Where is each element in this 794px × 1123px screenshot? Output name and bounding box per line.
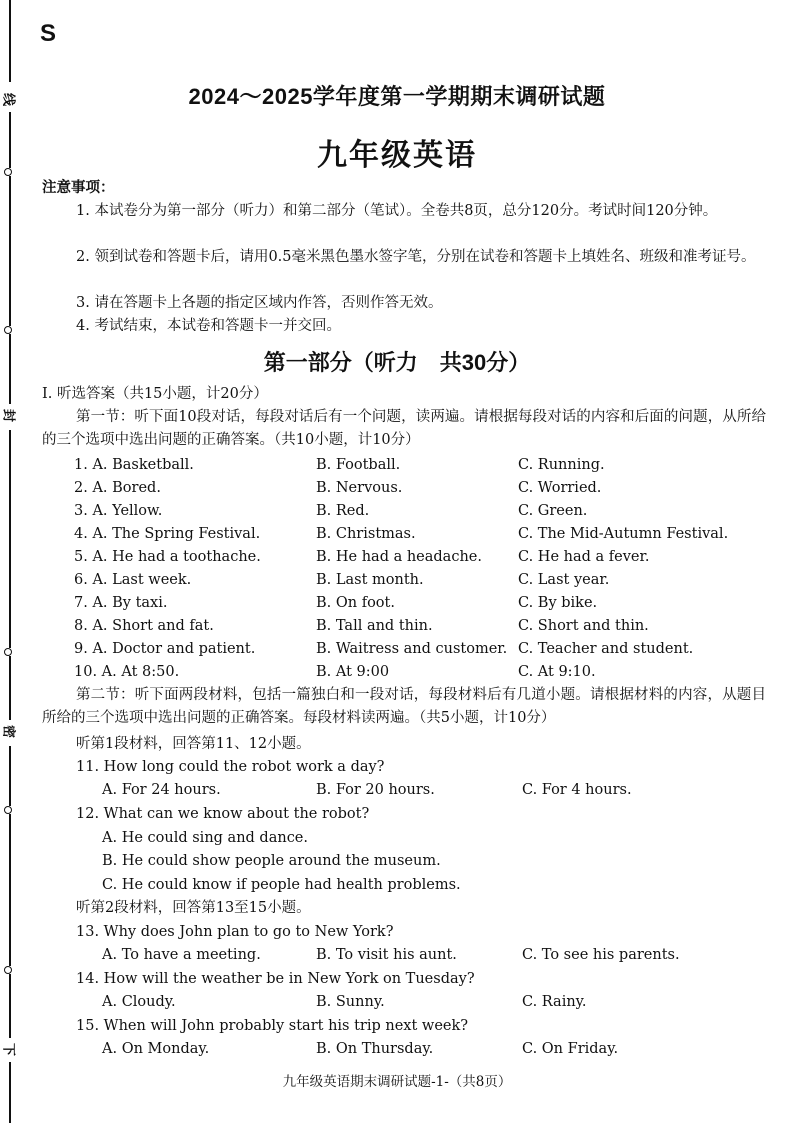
option-b: B. At 9:00 <box>316 664 390 680</box>
option-b: B. He could show people around the museum. <box>102 853 441 869</box>
option-a: A. Cloudy. <box>102 994 176 1010</box>
question-stem: 11. How long could the robot work a day? <box>76 759 385 775</box>
option-a: 5. A. He had a toothache. <box>74 549 261 565</box>
material-1-label: 听第1段材料，回答第11、12小题。 <box>76 736 311 752</box>
option-c: C. Running. <box>518 457 605 473</box>
page-footer: 九年级英语期末调研试题-1-（共8页） <box>282 1074 512 1090</box>
option-b: B. On foot. <box>316 595 395 611</box>
option-a: 8. A. Short and fat. <box>74 618 214 634</box>
option-c: C. At 9:10. <box>518 664 596 680</box>
question-row <box>74 592 774 614</box>
option-b: B. Sunny. <box>316 994 385 1010</box>
margin-circle <box>4 648 12 656</box>
option-b: B. To visit his aunt. <box>316 947 457 963</box>
margin-line <box>9 656 11 720</box>
margin-line <box>9 430 11 648</box>
option-a: A. To have a meeting. <box>102 947 261 963</box>
option-b: B. Red. <box>316 503 370 519</box>
margin-circle <box>4 806 12 814</box>
option-c: C. Last year. <box>518 572 610 588</box>
question-row <box>74 661 774 683</box>
question-stem: 14. How will the weather be in New York on Tuesday? <box>76 971 475 987</box>
question-row <box>74 523 774 545</box>
question-stem: 13. Why does John plan to go to New York? <box>76 924 394 940</box>
option-a: A. He could sing and dance. <box>102 830 309 846</box>
option-b: B. Nervous. <box>316 480 403 496</box>
corner-mark: S <box>40 20 57 47</box>
question-row <box>74 477 774 499</box>
question-row <box>102 1038 762 1060</box>
option-c: C. The Mid-Autumn Festival. <box>518 526 729 542</box>
option-c: C. Green. <box>518 503 588 519</box>
margin-line <box>9 176 11 326</box>
notice-item: 4. 考试结束，本试卷和答题卡一并交回。 <box>76 318 341 334</box>
margin-circle <box>4 326 12 334</box>
option-a: 3. A. Yellow. <box>74 503 163 519</box>
question-stem: 15. When will John probably start his trip next week? <box>76 1018 469 1034</box>
question-row <box>74 546 774 568</box>
option-a: 1. A. Basketball. <box>74 457 194 473</box>
option-c: C. Short and thin. <box>518 618 649 634</box>
margin-line <box>9 0 11 82</box>
option-c: C. Rainy. <box>522 994 587 1010</box>
exam-title: 2024～2025学年度第一学期期末调研试题 <box>188 84 606 109</box>
question-stem: 12. What can we know about the robot? <box>76 806 370 822</box>
option-a: 9. A. Doctor and patient. <box>74 641 256 657</box>
margin-char: 线 <box>0 92 16 106</box>
option-a: 4. A. The Spring Festival. <box>74 526 261 542</box>
margin-line <box>9 746 11 806</box>
option-c: C. He could know if people had health problems. <box>102 877 461 893</box>
option-b: B. Football. <box>316 457 401 473</box>
option-c: C. He had a fever. <box>518 549 650 565</box>
option-b: B. He had a headache. <box>316 549 482 565</box>
option-b: B. On Thursday. <box>316 1041 434 1057</box>
option-b: B. Waitress and customer. <box>316 641 508 657</box>
option-a: A. For 24 hours. <box>102 782 221 798</box>
option-b: B. Last month. <box>316 572 424 588</box>
question-row <box>74 638 774 660</box>
margin-char: 封 <box>0 408 16 422</box>
question-row <box>74 454 774 476</box>
question-row <box>74 615 774 637</box>
notice-item: 1. 本试卷分为第一部分（听力）和第二部分（笔试）。全卷共8页，总分120分。考试时间120分钟。 <box>76 203 718 219</box>
option-c: C. For 4 hours. <box>522 782 632 798</box>
section1-intro: 第一节：听下面10段对话，每段对话后有一个问题，读两遍。请根据每段对话的内容和后面的问题，从所给的三个选项中选出问题的正确答案。（共10小题，计10分） <box>42 409 766 448</box>
option-c: C. By bike. <box>518 595 598 611</box>
section1-heading: Ⅰ. 听选答案（共15小题，计20分） <box>42 386 268 402</box>
question-row <box>74 569 774 591</box>
question-row <box>102 944 762 966</box>
option-c: C. On Friday. <box>522 1041 619 1057</box>
part1-title: 第一部分（听力 共30分） <box>263 350 531 375</box>
notice-heading: 注意事项： <box>42 180 115 196</box>
question-row <box>102 779 762 801</box>
option-a: A. On Monday. <box>102 1041 210 1057</box>
margin-char: 下 <box>0 1042 16 1056</box>
option-c: C. To see his parents. <box>522 947 680 963</box>
section2-intro: 第二节：听下面两段材料，包括一篇独白和一段对话，每段材料后有几道小题。请根据材料的内容，从题目所给的三个选项中选出问题的正确答案。每段材料读两遍。（共5小题，计10分） <box>42 687 766 726</box>
margin-line <box>9 974 11 1038</box>
notice-item: 2. 领到试卷和答题卡后，请用0.5毫米黑色墨水签字笔，分别在试卷和答题卡上填姓名、班级和准考证号。 <box>76 249 756 265</box>
option-b: B. For 20 hours. <box>316 782 435 798</box>
option-b: B. Christmas. <box>316 526 416 542</box>
question-row <box>74 500 774 522</box>
margin-char: 密 <box>0 724 16 738</box>
option-a: 6. A. Last week. <box>74 572 192 588</box>
margin-circle <box>4 966 12 974</box>
option-b: B. Tall and thin. <box>316 618 433 634</box>
notice-item: 3. 请在答题卡上各题的指定区域内作答，否则作答无效。 <box>76 295 443 311</box>
margin-line <box>9 814 11 966</box>
exam-subtitle: 九年级英语 <box>317 139 477 172</box>
option-a: 7. A. By taxi. <box>74 595 168 611</box>
option-c: C. Worried. <box>518 480 602 496</box>
material-2-label: 听第2段材料，回答第13至15小题。 <box>76 900 311 916</box>
option-c: C. Teacher and student. <box>518 641 694 657</box>
question-row <box>102 991 762 1013</box>
option-a: 2. A. Bored. <box>74 480 161 496</box>
option-a: 10. A. At 8:50. <box>74 664 180 680</box>
